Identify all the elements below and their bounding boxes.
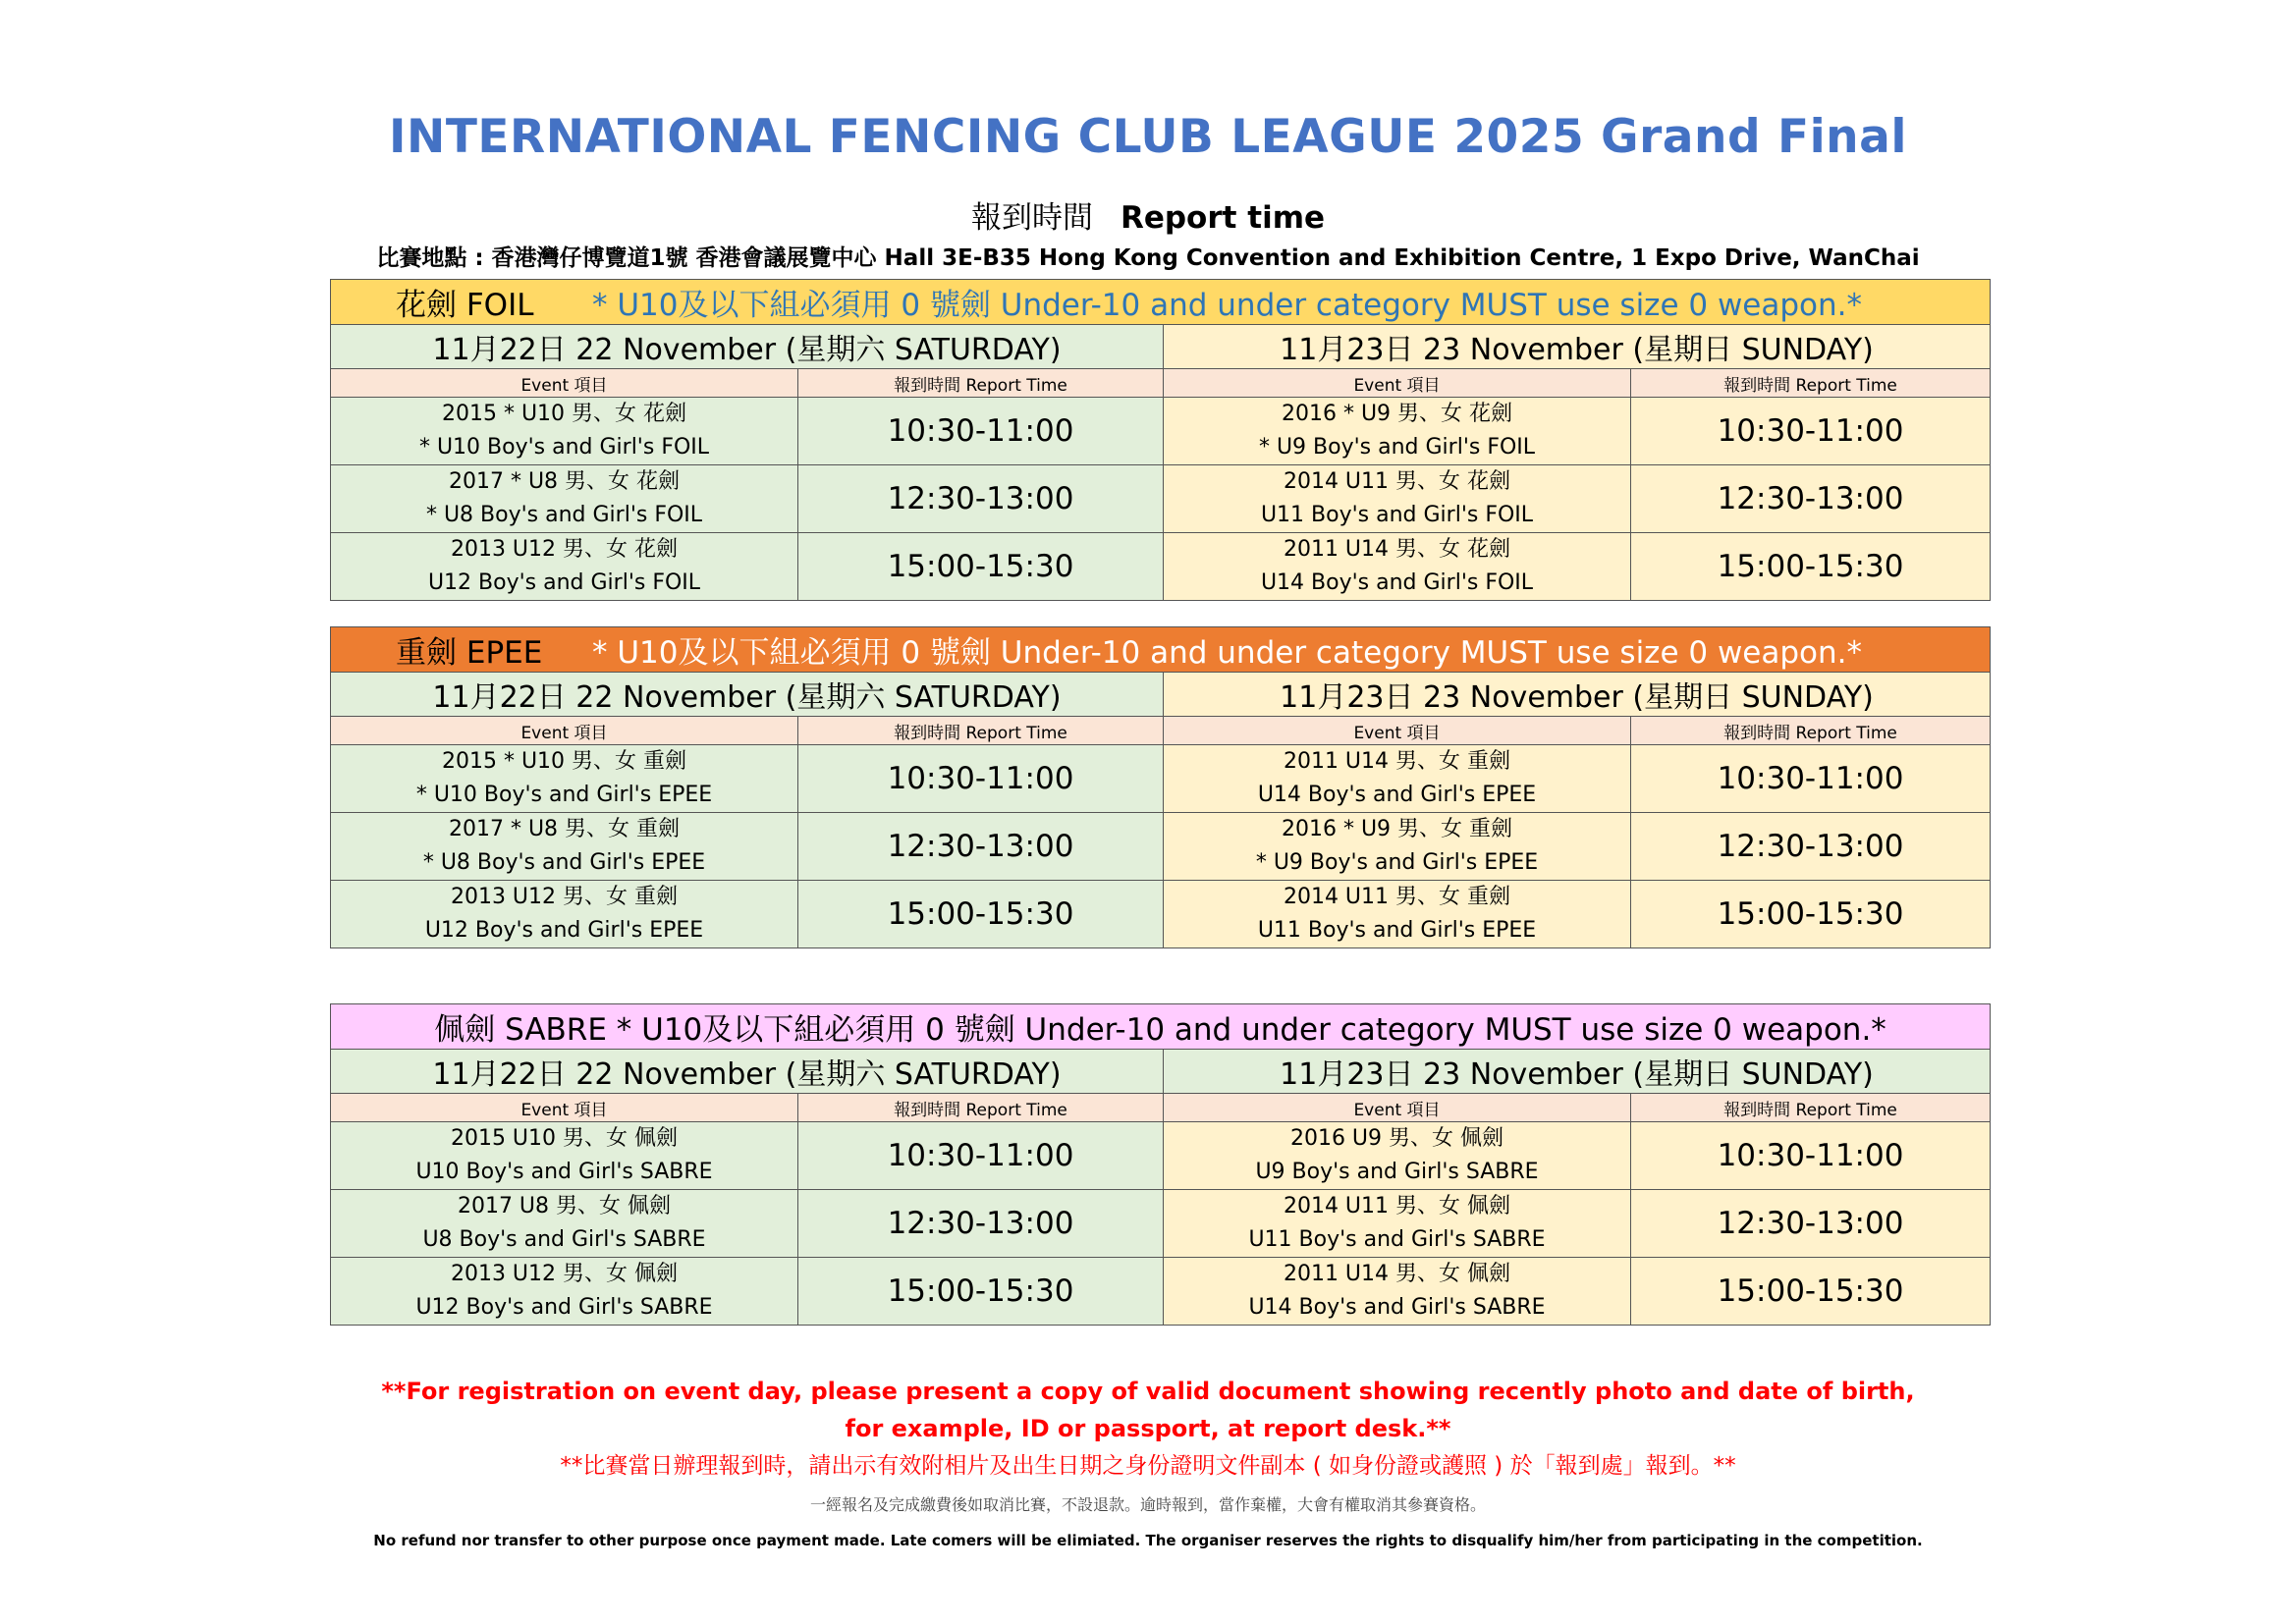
- report-time-cell: 12:30-13:00: [1631, 813, 1991, 881]
- event-name-zh: 2015 * U10 男、女 重劍: [441, 749, 687, 774]
- report-time-cell: 15:00-15:30: [1631, 533, 1991, 601]
- event-name-en: U12 Boy's and Girl's SABRE: [415, 1295, 713, 1320]
- column-header-report-time: 報到時間 Report Time: [798, 369, 1164, 398]
- event-name-en: U14 Boy's and Girl's EPEE: [1257, 783, 1537, 807]
- table-row: [331, 1122, 1991, 1190]
- event-name-zh: 2015 U10 男、女 佩劍: [450, 1126, 679, 1151]
- column-header-report-time: 報到時間 Report Time: [798, 1094, 1164, 1122]
- event-cell: [1164, 1190, 1631, 1258]
- column-header-event: Event 項目: [1164, 369, 1631, 398]
- column-header-report-time: 報到時間 Report Time: [1631, 717, 1991, 745]
- epee-label: 重劍 EPEE: [396, 635, 543, 671]
- report-time-cell: 15:00-15:30: [1631, 1258, 1991, 1326]
- foil-note: * U10及以下組必須用 0 號劍 Under-10 and under category MUST use size 0 weapon.*: [592, 288, 1863, 323]
- table-row: [331, 465, 1991, 533]
- refund-policy-zh: 一經報名及完成繳費後如取消比賽，不設退款。逾時報到，當作棄權，大會有權取消其參賽資格。: [809, 1495, 1486, 1514]
- event-name-en: * U10 Boy's and Girl's FOIL: [418, 435, 710, 460]
- refund-policy-en: No refund nor transfer to other purpose once payment made. Late comers will be elimiated. The organiser reserves the rights to disqualify him/her from participating in the competition.: [373, 1532, 1923, 1549]
- report-time-cell: 10:30-11:00: [1631, 398, 1991, 465]
- event-name-zh: 2011 U14 男、女 佩劍: [1283, 1262, 1511, 1286]
- table-row: [331, 745, 1991, 813]
- event-name-zh: 2011 U14 男、女 花劍: [1283, 537, 1511, 562]
- event-name-zh: 2016 U9 男、女 佩劍: [1289, 1126, 1504, 1151]
- report-time-subtitle: [0, 192, 2296, 237]
- event-name-zh: 2013 U12 男、女 重劍: [450, 885, 679, 909]
- table-row: [331, 1258, 1991, 1326]
- report-time-cell: 12:30-13:00: [798, 813, 1164, 881]
- page-title: INTERNATIONAL FENCING CLUB LEAGUE 2025 Grand Final: [389, 110, 1907, 164]
- foil-header: [331, 280, 1991, 325]
- sabre-sunday-date: 11月23日 23 November (星期日 SUNDAY): [1164, 1050, 1991, 1094]
- event-name-en: U9 Boy's and Girl's SABRE: [1255, 1160, 1539, 1184]
- sabre-saturday-date: 11月22日 22 November (星期六 SATURDAY): [331, 1050, 1164, 1094]
- event-name-en: U12 Boy's and Girl's FOIL: [427, 570, 701, 595]
- table-row: [331, 1190, 1991, 1258]
- event-name-en: U10 Boy's and Girl's SABRE: [415, 1160, 713, 1184]
- event-cell: [331, 745, 798, 813]
- event-name-en: * U8 Boy's and Girl's EPEE: [422, 850, 706, 875]
- column-header-event: Event 項目: [1164, 717, 1631, 745]
- column-header-event: Event 項目: [331, 1094, 798, 1122]
- event-name-en: U11 Boy's and Girl's SABRE: [1248, 1227, 1546, 1252]
- registration-warning-zh: **比賽當日辦理報到時，請出示有效附相片及出生日期之身份證明文件副本 ( 如身份證或護照 ) 於「報到處」報到。**: [560, 1453, 1736, 1479]
- event-cell: [1164, 813, 1631, 881]
- report-time-cell: 15:00-15:30: [798, 533, 1164, 601]
- event-name-zh: 2016 * U9 男、女 重劍: [1281, 817, 1513, 841]
- event-name-en: * U8 Boy's and Girl's FOIL: [425, 503, 703, 527]
- column-header-report-time: 報到時間 Report Time: [1631, 369, 1991, 398]
- event-cell: [331, 813, 798, 881]
- table-row: [331, 533, 1991, 601]
- report-time-cell: 15:00-15:30: [1631, 881, 1991, 948]
- subtitle-zh: 報到時間: [970, 200, 1093, 236]
- event-name-zh: 2014 U11 男、女 花劍: [1283, 469, 1511, 494]
- report-time-cell: 12:30-13:00: [798, 1190, 1164, 1258]
- sabre-header: 佩劍 SABRE * U10及以下組必須用 0 號劍 Under-10 and under category MUST use size 0 weapon.*: [331, 1004, 1991, 1050]
- report-time-cell: 10:30-11:00: [798, 398, 1164, 465]
- event-name-zh: 2017 U8 男、女 佩劍: [457, 1194, 672, 1218]
- column-header-event: Event 項目: [331, 369, 798, 398]
- event-name-zh: 2015 * U10 男、女 花劍: [441, 402, 687, 426]
- foil-sunday-date: 11月23日 23 November (星期日 SUNDAY): [1164, 325, 1991, 369]
- report-time-cell: 15:00-15:30: [798, 881, 1164, 948]
- epee-schedule-table: [330, 626, 1991, 948]
- event-name-en: U11 Boy's and Girl's EPEE: [1257, 918, 1537, 943]
- event-cell: [1164, 398, 1631, 465]
- event-cell: [1164, 465, 1631, 533]
- event-cell: [331, 1190, 798, 1258]
- event-name-en: * U9 Boy's and Girl's EPEE: [1255, 850, 1539, 875]
- event-name-en: U8 Boy's and Girl's SABRE: [422, 1227, 706, 1252]
- registration-warning-en: **For registration on event day, please present a copy of valid document showing recently photo and date of birth, for example, ID or passport, at report desk.**: [381, 1378, 1915, 1442]
- report-time-cell: 10:30-11:00: [798, 745, 1164, 813]
- column-header-report-time: 報到時間 Report Time: [798, 717, 1164, 745]
- column-header-report-time: 報到時間 Report Time: [1631, 1094, 1991, 1122]
- event-cell: [331, 881, 798, 948]
- event-cell: [331, 398, 798, 465]
- epee-saturday-date: 11月22日 22 November (星期六 SATURDAY): [331, 673, 1164, 717]
- table-row: [331, 881, 1991, 948]
- event-name-zh: 2013 U12 男、女 佩劍: [450, 1262, 679, 1286]
- event-cell: [1164, 1122, 1631, 1190]
- event-name-en: * U10 Boy's and Girl's EPEE: [415, 783, 713, 807]
- event-name-en: U14 Boy's and Girl's SABRE: [1248, 1295, 1546, 1320]
- event-name-zh: 2017 * U8 男、女 重劍: [448, 817, 681, 841]
- report-time-cell: 15:00-15:30: [798, 1258, 1164, 1326]
- event-name-zh: 2016 * U9 男、女 花劍: [1281, 402, 1513, 426]
- table-row: [331, 813, 1991, 881]
- column-header-event: Event 項目: [331, 717, 798, 745]
- event-name-en: U11 Boy's and Girl's FOIL: [1260, 503, 1534, 527]
- event-cell: [331, 533, 798, 601]
- epee-header: [331, 627, 1991, 673]
- event-cell: [1164, 1258, 1631, 1326]
- table-row: [331, 398, 1991, 465]
- foil-saturday-date: 11月22日 22 November (星期六 SATURDAY): [331, 325, 1164, 369]
- epee-sunday-date: 11月23日 23 November (星期日 SUNDAY): [1164, 673, 1991, 717]
- event-cell: [331, 1258, 798, 1326]
- event-cell: [1164, 881, 1631, 948]
- event-name-zh: 2011 U14 男、女 重劍: [1283, 749, 1511, 774]
- epee-note: * U10及以下組必須用 0 號劍 Under-10 and under category MUST use size 0 weapon.*: [592, 635, 1863, 671]
- sabre-schedule-table: [330, 1003, 1991, 1326]
- foil-schedule-table: [330, 279, 1991, 601]
- event-cell: [1164, 533, 1631, 601]
- event-name-zh: 2014 U11 男、女 重劍: [1283, 885, 1511, 909]
- event-cell: [331, 1122, 798, 1190]
- report-time-cell: 10:30-11:00: [798, 1122, 1164, 1190]
- report-time-cell: 12:30-13:00: [1631, 1190, 1991, 1258]
- event-name-zh: 2014 U11 男、女 佩劍: [1283, 1194, 1511, 1218]
- report-time-cell: 10:30-11:00: [1631, 745, 1991, 813]
- column-header-event: Event 項目: [1164, 1094, 1631, 1122]
- report-time-cell: 12:30-13:00: [798, 465, 1164, 533]
- event-name-en: U12 Boy's and Girl's EPEE: [424, 918, 704, 943]
- event-name-zh: 2013 U12 男、女 花劍: [450, 537, 679, 562]
- report-time-cell: 10:30-11:00: [1631, 1122, 1991, 1190]
- foil-label: 花劍 FOIL: [396, 288, 534, 323]
- report-time-cell: 12:30-13:00: [1631, 465, 1991, 533]
- subtitle-en: Report time: [1120, 200, 1326, 236]
- event-cell: [331, 465, 798, 533]
- venue-line: 比賽地點 : 香港灣仔博覽道1號 香港會議展覽中心 Hall 3E-B35 Hong Kong Convention and Exhibition Centre, 1 Expo Drive, WanChai: [376, 245, 1920, 271]
- event-name-zh: 2017 * U8 男、女 花劍: [448, 469, 681, 494]
- event-cell: [1164, 745, 1631, 813]
- event-name-en: * U9 Boy's and Girl's FOIL: [1258, 435, 1536, 460]
- event-name-en: U14 Boy's and Girl's FOIL: [1260, 570, 1534, 595]
